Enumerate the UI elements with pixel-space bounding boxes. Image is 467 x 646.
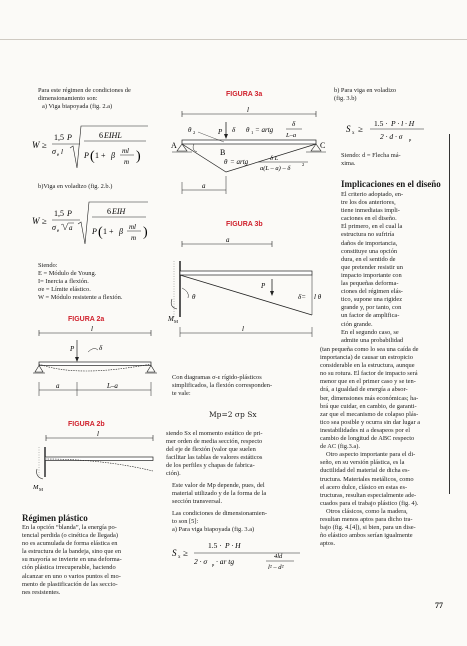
text-line: σe = Límite elástico. [38,286,91,294]
svg-text:EIH: EIH [112,207,126,216]
svg-text:P: P [84,151,89,160]
text-line: mento de plastificación de las seccio- [22,580,118,588]
text-line: ciones del régimen elás- [341,288,403,296]
text-line: (tan pequeña como lo sea una caída de [320,346,419,353]
svg-text:L–a: L–a [286,132,297,139]
page-edge-rule [449,134,450,494]
svg-text:1: 1 [251,130,254,135]
header-rule [0,39,467,40]
formula-w-voladizo [30,194,150,252]
text-line: E = Módulo de Young. [38,270,97,278]
text-line: Las condiciones de dimensionamien- [172,510,267,517]
svg-text:a(L – a) – δ: a(L – a) – δ [260,165,291,172]
left-intro [38,87,131,111]
svg-text:(: ( [98,225,103,240]
svg-text:a: a [202,182,206,190]
svg-text:m: m [124,158,130,166]
text-line: facilitar las tablas de valores estáticos [166,454,263,462]
text-line: material utilizado y de la forma de la [172,490,267,498]
svg-text:2 · d · σ: 2 · d · σ [380,132,403,141]
svg-text:ml: ml [122,147,129,155]
formula-w-biapoyada [30,118,150,176]
text-line: En el segundo caso, se [341,328,399,336]
svg-text:l: l [242,325,244,333]
svg-text:θ: θ [192,293,196,301]
text-line: tre los dos anteriores, [341,199,396,207]
text-line: I= Inercia a flexión. [38,278,89,286]
svg-text:S: S [346,124,351,134]
text-line: las pequeñas deforma- [341,280,399,288]
svg-text:2: 2 [302,162,305,167]
svg-text:l: l [247,106,249,114]
text-line: cuados para el trabajo plástico (fig. 4). [320,499,419,507]
svg-text:θ: θ [188,126,192,134]
text-line: daños de importancia, [341,239,398,247]
text-line: dura, en el sentido de [341,255,396,263]
text-line: sección transversal. [172,498,223,506]
text-line: no es acumulada de forma elástica en [22,540,118,548]
svg-text:P: P [67,133,72,142]
svg-text:P · l · H: P · l · H [391,119,415,128]
figure-3b-caption: FIGURA 3b [226,221,263,228]
text-line: simplificados, la flexión corresponden- [172,382,273,390]
regimen-paragraph [22,524,122,597]
figure-2a-diagram [33,324,157,404]
figure-3a-diagram [168,102,328,198]
text-line: drá, a igualdad de energía a absor- [320,386,408,394]
svg-text:p: p [409,137,412,142]
right-siendo [341,152,401,168]
svg-text:): ) [143,225,148,240]
text-line: Siendo: [38,262,58,269]
svg-text:1,5: 1,5 [54,133,64,142]
text-line: dimensionamiento son: [38,95,98,103]
text-line: ño elástico ambos serían igualmente [320,532,413,540]
svg-text:θ: θ [224,158,228,166]
text-line: El primero, en el cual la [341,223,403,231]
svg-text:P: P [92,227,97,236]
mid-paragraph-2 [166,430,263,479]
svg-text:M: M [168,315,174,323]
svg-text:σ: σ [52,147,56,156]
text-line: constituye una opción [341,247,398,255]
figure-2b-diagram [33,429,157,497]
text-line: seño, en su versión plástica, es la [320,459,405,467]
text-line: tico, supone una rigidez [341,296,403,304]
text-line: W = Módulo resistente a flexión. [38,294,123,302]
svg-text:2 · σ: 2 · σ [194,557,208,566]
figure-2a-caption: FIGURA 2a [68,316,105,323]
text-line: la estructura de la bandeja, sino que en [22,548,122,556]
svg-text:P · H: P · H [225,541,241,550]
text-line: xima. [341,160,356,168]
svg-text:1 +: 1 + [103,227,114,236]
svg-text:P: P [70,345,75,353]
text-line: de los perfiles y chapas de fabrica- [166,462,255,470]
text-line: b) Para viga en voladizo [334,87,397,94]
text-line: ber, dimensiones más económicas; ha- [320,394,419,402]
text-line: aptos. [320,540,336,548]
text-line: (fig. 3.b) [334,95,357,103]
svg-text:δ=: δ= [298,293,306,301]
figure-3a-caption: FIGURA 3a [226,91,263,98]
text-line: ductilidad del material de dicha es- [320,467,410,475]
svg-text:M: M [39,487,44,492]
figure-3b-diagram [168,233,328,341]
text-line: brá que cuidar, en cambio, de garanti- [320,402,417,410]
text-line: resultan menos aptos para dicho tra- [320,515,413,523]
wide-paragraph [320,346,420,548]
svg-text:x: x [178,555,181,560]
svg-text:1.5 ·: 1.5 · [208,541,222,550]
svg-text:W ≥: W ≥ [32,140,47,150]
text-line: grande y, por tanto, con [341,304,402,312]
svg-text:σ: σ [52,223,56,232]
svg-text:l: l [91,325,93,333]
svg-text:2: 2 [193,130,196,135]
text-line: tencial perdida (o cinética de llegada) [22,532,118,540]
svg-text:l² – d²: l² – d² [268,564,284,571]
svg-text:M: M [174,319,179,324]
mid-paragraph-1 [172,374,272,398]
svg-text:β: β [111,151,115,160]
text-line: ción grande. [341,320,373,328]
svg-text:m: m [131,234,137,242]
text-line: ción plástica irrecuperable, haciendo [22,564,116,572]
text-line: considerable en la estructura, aunque [320,362,415,370]
svg-text:l: l [97,430,99,438]
text-line: Siendo: d = Flecha má- [341,152,401,159]
text-line: nes resistentes. [22,588,61,596]
text-line: tructura. Materiales metálicos, como [320,475,414,483]
formula-mp: Mp=2 σp Sx [209,410,257,419]
text-line: impacto importante con [341,271,402,279]
svg-text:≥: ≥ [183,548,188,558]
formula-sx-voladizo [344,114,444,146]
page-number: 77 [435,601,443,610]
svg-text:δ: δ [99,344,103,352]
svg-text:e: e [57,153,60,158]
formula-sx-biapoyada [170,536,310,572]
text-line: inestabilidades ni a desapeos por el [320,426,410,434]
text-line: alcanzar en uno o varios puntos el mo- [22,572,121,580]
svg-text:δ: δ [292,120,296,128]
text-line: estructura no sufriría [341,231,395,239]
text-line: de AC (fig.3.a). [320,443,360,451]
text-line: En la opción “blanda”, la energía po- [22,524,117,531]
svg-text:P: P [261,282,266,290]
svg-text:EIHL: EIHL [104,131,122,140]
mid-paragraph-4 [172,510,267,534]
svg-text:1 +: 1 + [95,151,106,160]
text-line: siendo Sx el momento estático de pri- [166,430,263,437]
text-line: te vale: [172,390,191,398]
text-line: a) Para viga biapoyada (fig. 3.a) [172,526,255,534]
svg-text:1,5: 1,5 [54,209,64,218]
text-line: su mayoría se invierte en una deforma- [22,556,122,564]
svg-text:S: S [172,548,177,558]
svg-text:x: x [352,131,355,136]
text-line: del eje de flexión (valor que suelen [166,446,256,454]
figure-2b-caption: FIGURA 2b [68,421,105,428]
text-line: Otro aspecto importante para el di- [326,451,416,459]
text-line: admite una probabilidad [341,336,404,344]
svg-text:a: a [56,382,60,390]
mid-paragraph-3 [172,482,266,506]
text-line: mer orden de media sección, respecto [166,438,263,446]
text-line: tiene inmediatas impli- [341,207,400,215]
svg-text:B: B [220,148,226,157]
text-line: to son [5]: [172,518,199,526]
text-line: ción). [166,470,181,478]
text-line: bajo (fig. 4.[4]), si bien, para un dise- [320,524,416,532]
svg-text:1.5 ·: 1.5 · [374,119,388,128]
svg-text:a: a [226,236,230,244]
svg-text:δ: δ [232,126,236,134]
text-line: b)Viga en voladizo (fig. 2.b.) [38,183,113,190]
svg-text:4ld: 4ld [274,553,283,560]
svg-text:): ) [136,149,141,164]
svg-text:β: β [119,227,123,236]
svg-text:a: a [69,224,73,232]
text-line: importancia) de causar un estropicio [320,354,413,362]
svg-text:6: 6 [99,131,103,140]
text-line: menor que en el primer caso y se ten- [320,378,416,386]
text-line: no su rotura. El factor de impacto será [320,370,418,378]
text-line: zar que el mecanismo de colapso plás- [320,410,419,418]
svg-text:l θ: l θ [314,293,322,301]
svg-text:A: A [171,141,177,150]
text-line: Con diagramas σ-ε rígido-plásticos [172,374,262,381]
text-line: tico sea posible y ocurra sin dar lugar a [320,418,421,426]
text-line: que pretender resistir un [341,263,403,271]
svg-text:ml: ml [129,223,136,231]
svg-text:· ar tg: · ar tg [216,557,235,566]
text-line: un factor de amplifica- [341,312,400,320]
svg-text:= artg: = artg [230,158,249,166]
svg-text:L–a: L–a [107,382,118,390]
svg-text:P: P [218,128,223,136]
right-intro [334,87,396,103]
implicaciones-paragraph [341,191,403,345]
svg-text:θ: θ [246,126,250,134]
text-line: tructuras, resultan especialmente ade- [320,491,417,499]
text-line: Para este régimen de condiciones de [38,87,131,94]
text-line: caciones en el diseño. [341,215,397,223]
svg-text:M: M [33,484,39,491]
svg-text:e: e [57,229,60,234]
text-line: El criterio adoptado, en- [341,191,404,198]
svg-text:C: C [320,141,326,150]
text-line: el acero dulce, clásico en estas es- [320,483,408,491]
text-line: Este valor de Mp depende, pues, del [172,482,265,489]
svg-text:p: p [212,562,215,567]
svg-text:≥: ≥ [358,124,363,134]
svg-text:W ≥: W ≥ [32,216,47,226]
svg-text:δ L: δ L [270,155,279,162]
svg-text:6: 6 [107,207,111,216]
svg-text:P: P [67,209,72,218]
left-definitions [38,262,122,302]
text-line: a) Viga biapoyada (fig. 2.a) [42,103,113,111]
section-heading-implicaciones: Implicaciones en el diseño [341,179,441,189]
svg-text:l: l [61,148,63,156]
section-heading-regimen: Régimen plástico [22,513,88,523]
svg-text:= artg: = artg [255,126,274,134]
text-line: cambio de longitud de ABC respecto [320,435,415,443]
svg-text:(: ( [90,149,95,164]
text-line: Otros clásicos, como la madera, [326,507,408,515]
